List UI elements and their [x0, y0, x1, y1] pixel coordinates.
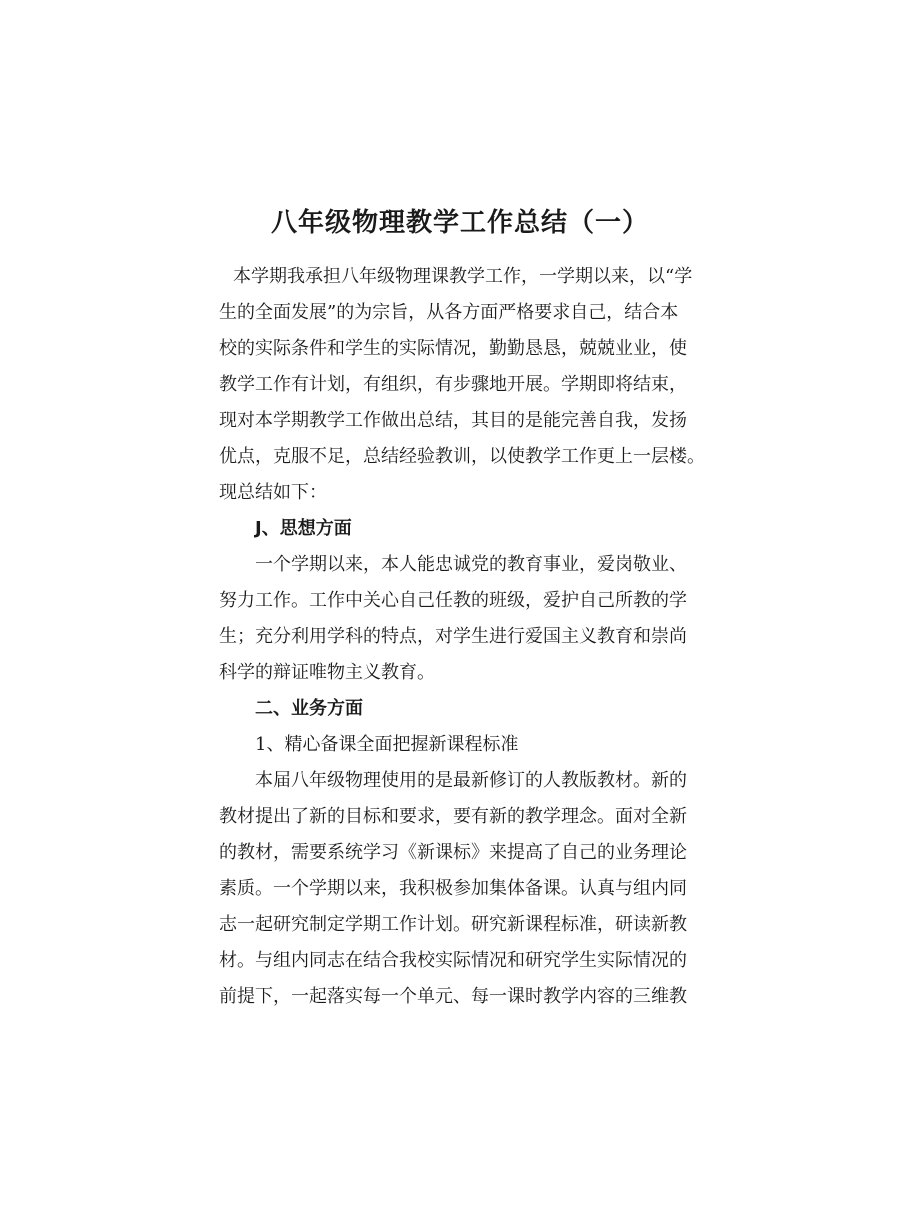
section-heading-thought: J、思想方面 [255, 518, 352, 539]
section-heading-business: 二、业务方面 [255, 698, 363, 719]
document-title: 八年级物理教学工作总结（一） [270, 208, 649, 238]
intro-line: 优点，克服不足，总结经验教训，以使教学工作更上一层楼。 [219, 446, 705, 467]
intro-line: 生的全面发展”的为宗旨，从各方面严格要求自己，结合本 [219, 302, 679, 323]
section1-line: 努力工作。工作中关心自己任教的班级，爱护自己所教的学 [219, 590, 687, 611]
intro-line: 本学期我承担八年级物理课教学工作，一学期以来，以“学 [233, 266, 693, 287]
subsection-line: 志一起研究制定学期工作计划。研究新课程标准，研读新教 [219, 914, 687, 935]
intro-line: 现对本学期教学工作做出总结，其目的是能完善自我，发扬 [219, 410, 687, 431]
subsection-line: 的教材，需要系统学习《新课标》来提高了自己的业务理论 [219, 842, 687, 863]
subsection-heading: 1、精心备课全面把握新课程标准 [255, 734, 519, 755]
intro-line: 教学工作有计划，有组织，有步骤地开展。学期即将结束， [219, 374, 687, 395]
subsection-line: 材。与组内同志在结合我校实际情况和研究学生实际情况的 [219, 950, 687, 971]
intro-line: 校的实际条件和学生的实际情况，勤勤恳恳，兢兢业业，使 [219, 338, 687, 359]
section1-line: 一个学期以来，本人能忠诚党的教育事业，爱岗敬业、 [255, 554, 687, 575]
subsection-line: 素质。一个学期以来，我积极参加集体备课。认真与组内同 [219, 878, 687, 899]
intro-line: 现总结如下： [219, 482, 327, 503]
section1-line: 科学的辩证唯物主义教育。 [219, 662, 435, 683]
subsection-line: 前提下，一起落实每一个单元、每一课时教学内容的三维教 [219, 986, 687, 1007]
section1-line: 生；充分利用学科的特点，对学生进行爱国主义教育和崇尚 [219, 626, 687, 647]
subsection-line: 本届八年级物理使用的是最新修订的人教版教材。新的 [255, 770, 687, 791]
subsection-line: 教材提出了新的目标和要求，要有新的教学理念。面对全新 [219, 806, 687, 827]
